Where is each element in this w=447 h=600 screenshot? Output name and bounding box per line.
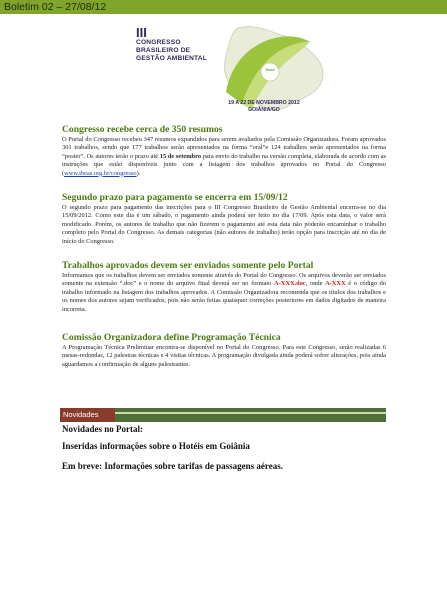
- section-title: Segundo prazo para pagamento se encerra em 15/09/12: [62, 192, 288, 203]
- map-label: Brasil: [265, 68, 275, 72]
- body-text: Informamos que os trabalhos devem ser enviados somente através do Portal do Congresso. Os arquivos deverão ser enviados somente na extensão “.doc” e o nome do arquivo final deverá ser no formato: [62, 272, 386, 288]
- event-city: GOIÂNIA/GO: [248, 107, 280, 113]
- section-resumos: [62, 124, 386, 178]
- logo-wordmark: [136, 26, 207, 63]
- bulletin-number-date: Boletim 02 – 27/08/12: [4, 1, 107, 13]
- logo-roman-numeral: III: [136, 25, 147, 40]
- novidades-stripe: [115, 412, 386, 414]
- code-highlight: A-XXX: [325, 280, 346, 288]
- logo-line-1: CONGRESSO: [136, 39, 181, 46]
- body-text: para envio do trabalho na versão completa, elaborada de acordo com as instruções que estão disponíveis junto com a listagem dos trabalhos aprovados no Portal do Congresso (: [62, 152, 386, 177]
- novidades-item: Em breve: Informações sobre tarifas de passagens aéreas.: [62, 461, 283, 471]
- deadline-date: 15 de setembro: [159, 152, 202, 160]
- event-dates: 19 A 22 DE NOVEMBRO 2012: [228, 100, 300, 106]
- section-title: Congresso recebe cerca de 350 resumos: [62, 124, 223, 135]
- section-body: A Programação Técnica Preliminar encontra-se disponível no Portal do Congresso. Para este Congresso, serão realizadas 6 mesas-redondas, 12 palestras técnicas e 4 visitas técnicas. A programação divulgada ainda poderá sofrer alterações, pois ainda aguardamos a confirmação de alguns palestrantes.: [62, 344, 386, 368]
- novidades-bar: [60, 408, 386, 422]
- logo-line-2: BRASILEIRO DE: [136, 47, 191, 54]
- novidades-tab: Novidades: [60, 408, 115, 422]
- logo-line-3: GESTÃO AMBIENTAL: [136, 55, 207, 62]
- body-text: O Portal do Congresso recebeu 347 resumos expandidos para serem avaliados pela Comissão Organizadora. Foram aprovados 301 trabalhos, sendo que 177 trabalhos serão apresentados na forma “oral”e 124 trabalhos serão apresentados na forma “poster”. Os autores terão o prazo até: [62, 136, 386, 160]
- body-text: , onde: [305, 280, 326, 288]
- bulletin-header-bar: [0, 0, 447, 14]
- section-programacao: [62, 332, 386, 369]
- novidades-heading: Novidades no Portal:: [62, 424, 143, 434]
- section-envio-trabalhos: [62, 260, 386, 314]
- congress-portal-link[interactable]: www.ibeas.org.br/congresso: [64, 169, 137, 177]
- section-title: Comissão Organizadora define Programação Técnica: [62, 332, 281, 343]
- novidades-item: Inseridas informações sobre o Hotéis em Goiânia: [62, 441, 250, 451]
- section-body: O segundo prazo para pagamento das inscrições para o III Congresso Brasileiro de Gestão Ambiental encerra-se no dia 15/09/2012. Como este dia é um sábado, o pagamento ainda poderá ser feito no dia 17/09. Após esta data, o valor será modificado. Porém, os autores de trabalho que não fizerem o pagamento até esta data não poderão encaminhar o trabalho completo pelo Portal do Congresso. As demais categorias (não autores de trabalho) terão opção para inscrição até no dia de início do Congresso.: [62, 204, 386, 245]
- section-pagamento: [62, 192, 386, 246]
- body-text: ).: [136, 169, 141, 177]
- body-text: é o código do trabalho informado na listagem dos trabalhos aprovados. A Comissão Organizadora recomenda que os títulos dos trabalhos e os nomes dos autores sejam verificados, pois não serão feitas quaisquer correções posteriores em dados digitados de maneira incorreta.: [62, 280, 386, 313]
- logo-dates: [218, 100, 310, 114]
- file-format-highlight: A-XXX.doc: [273, 280, 306, 288]
- section-body: [62, 136, 386, 178]
- section-body: [62, 272, 386, 314]
- section-title: Trabalhos aprovados devem ser enviados somente pelo Portal: [62, 260, 314, 271]
